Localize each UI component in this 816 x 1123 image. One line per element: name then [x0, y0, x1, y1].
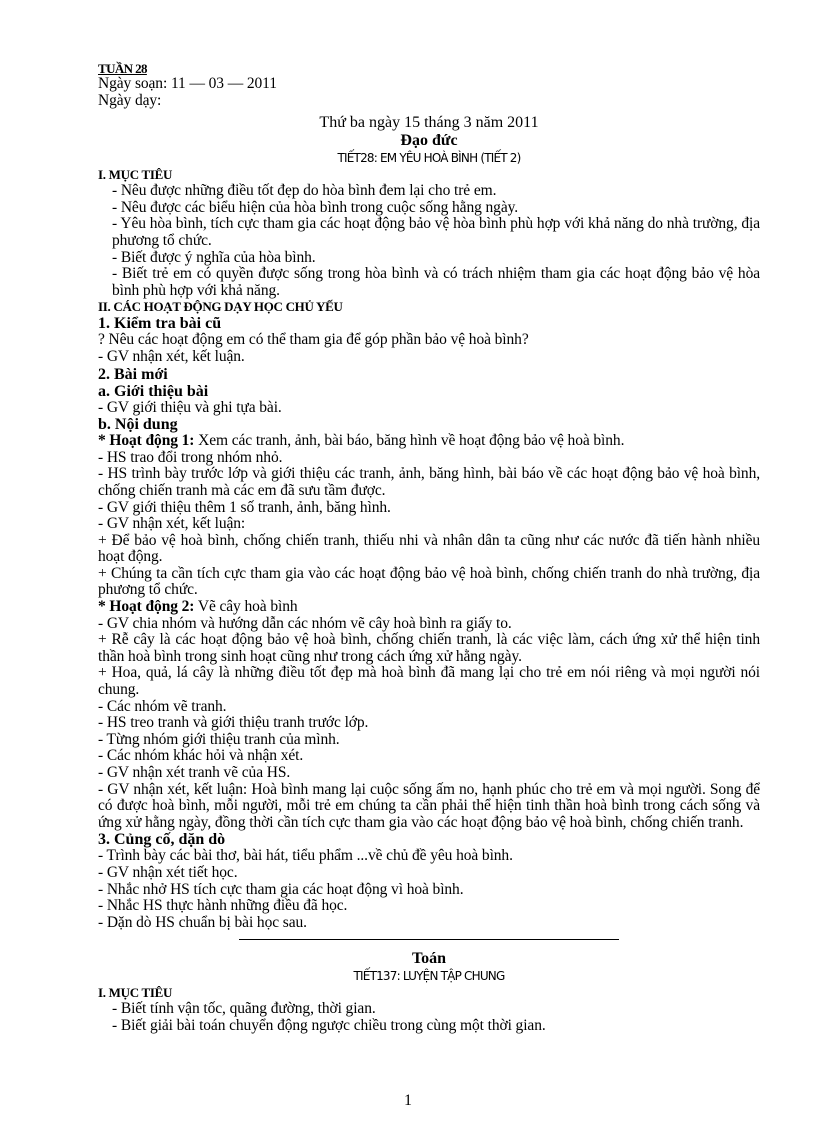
objective-item: - Biết giải bài toán chuyển động ngược chiều trong cùng một thời gian. — [112, 1016, 546, 1034]
activity-1-label: * Hoạt động 1: — [98, 432, 195, 450]
objective-item: - Biết trẻ em có quyền được sống trong hòa bình và có trách nhiệm tham gia các hoạt động bảo vệ hòa bình phù hợp với khả năng. — [112, 265, 760, 299]
text-line: - GV nhận xét, kết luận: — [98, 515, 246, 533]
objective-item: - Biết được ý nghĩa của hòa bình. — [112, 248, 316, 266]
text-line: ? Nêu các hoạt động em có thể tham gia để góp phần bảo vệ hoà bình? — [98, 331, 529, 349]
lesson1-title: TIẾT28: EM YÊU HOÀ BÌNH (TIẾT 2) — [337, 151, 521, 166]
objective-item: - Nêu được các biểu hiện của hòa bình trong cuộc sống hằng ngày. — [112, 198, 519, 216]
text-line: - GV nhận xét tiết học. — [98, 863, 238, 881]
lesson2-title: TIẾT137: LUYỆN TẬP CHUNG — [353, 969, 505, 984]
text-line: + Để bảo vệ hoà bình, chống chiến tranh, thiếu nhi và nhân dân ta cũng như các nước đã tiến hành nhiều hoạt động. — [98, 531, 760, 566]
text-line: - HS trình bày trước lớp và giới thiệu các tranh, ảnh, băng hình, bài báo về các hoạt động bảo vệ hoà bình, chống chiến tranh mà các em đã sưu tầm được. — [98, 465, 760, 499]
activity-1-line — [98, 433, 760, 450]
text-line: + Hoa, quả, lá cây là những điều tốt đẹp mà hoà bình đã mang lại cho trẻ em nói riêng và mọi người nói chung. — [98, 664, 760, 699]
lesson1-objectives-heading: I. MỤC TIÊU — [98, 167, 173, 183]
lesson2-objectives-heading: I. MỤC TIÊU — [98, 985, 173, 1001]
subsection-intro-heading: a. Giới thiệu bài — [98, 382, 209, 400]
section-review-heading: 1. Kiểm tra bài cũ — [98, 315, 222, 333]
page-number: 1 — [404, 1092, 412, 1109]
day-line: Thứ ba ngày 15 tháng 3 năm 2011 — [319, 114, 539, 132]
objective-item: - Yêu hòa bình, tích cực tham gia các hoạt động bảo vệ hòa bình phù hợp với khả năng do nhà trường, địa phương tổ chức. — [112, 215, 760, 249]
text-line: - Nhắc nhở HS tích cực tham gia các hoạt động vì hoà bình. — [98, 880, 464, 898]
activity-2-label: * Hoạt động 2: — [98, 598, 195, 616]
objective-item: - Biết tính vận tốc, quãng đường, thời gian. — [112, 1000, 376, 1018]
text-line: - GV chia nhóm và hướng dẫn các nhóm vẽ cây hoà bình ra giấy to. — [98, 614, 512, 632]
lesson1-subject: Đạo đức — [400, 132, 458, 150]
text-line: - Các nhóm khác hỏi và nhận xét. — [98, 747, 304, 765]
prep-date: Ngày soạn: 11 — 03 — 2011 — [98, 75, 277, 92]
document-page — [98, 62, 760, 1035]
text-line: - Dặn dò HS chuẩn bị bài học sau. — [98, 913, 307, 931]
week-label: TUẦN 28 — [98, 61, 147, 76]
text-line: - GV giới thiệu và ghi tựa bài. — [98, 398, 282, 416]
activities-heading: II. CÁC HOẠT ĐỘNG DẠY HỌC CHỦ YẾU — [98, 299, 343, 315]
activity-2-text: Vẽ cây hoà bình — [194, 598, 298, 616]
teach-date: Ngày dạy: — [98, 91, 162, 109]
activity-1-text: Xem các tranh, ảnh, bài báo, băng hình về hoạt động bảo vệ hoà bình. — [194, 432, 625, 450]
activity-2-line — [98, 599, 760, 616]
lesson2-subject: Toán — [411, 950, 447, 968]
text-line: + Rễ cây là các hoạt động bảo vệ hoà bình, chống chiến tranh, là các việc làm, cách ứng xử thể hiện tinh thần hoà bình trong sinh hoạt cũng như trong cách ứng xử hằng ngày. — [98, 631, 760, 665]
text-line: - HS trao đổi trong nhóm nhỏ. — [98, 448, 283, 466]
text-line: - GV nhận xét, kết luận: Hoà bình mang lại cuộc sống ấm no, hạnh phúc cho trẻ em và mọi người. Song để có được hoà bình, mỗi người, mỗi trẻ em chúng ta cần phải thể hiện tinh thần hoà bình trong cách sống và ứng xử hằng ngày, đồng thời cần tích cực tham gia vào các hoạt động bảo vệ hoà bình, chống chiến tranh. — [98, 780, 760, 831]
text-line: - Các nhóm vẽ tranh. — [98, 697, 227, 715]
subsection-content-heading: b. Nội dung — [98, 416, 178, 434]
text-line: - GV nhận xét, kết luận. — [98, 347, 245, 365]
text-line: - GV giới thiệu thêm 1 số tranh, ảnh, băng hình. — [98, 498, 391, 516]
text-line: - HS treo tranh và giới thiệu tranh trước lớp. — [98, 714, 369, 732]
text-line: - Từng nhóm giới thiệu tranh của mình. — [98, 730, 340, 748]
section-new-lesson-heading: 2. Bài mới — [98, 365, 168, 383]
text-line: - Nhắc HS thực hành những điều đã học. — [98, 897, 348, 915]
text-line: - Trình bày các bài thơ, bài hát, tiểu phẩm ...về chủ đề yêu hoà bình. — [98, 847, 513, 865]
text-line: + Chúng ta cần tích cực tham gia vào các hoạt động bảo vệ hoà bình, chống chiến tranh do nhà trường, địa phương tổ chức. — [98, 564, 760, 599]
section-divider — [239, 939, 619, 940]
section-wrapup-heading: 3. Củng cố, dặn dò — [98, 831, 226, 849]
text-line: - GV nhận xét tranh vẽ của HS. — [98, 764, 291, 781]
objective-item: - Nêu được những điều tốt đẹp do hòa bình đem lại cho trẻ em. — [112, 182, 497, 200]
